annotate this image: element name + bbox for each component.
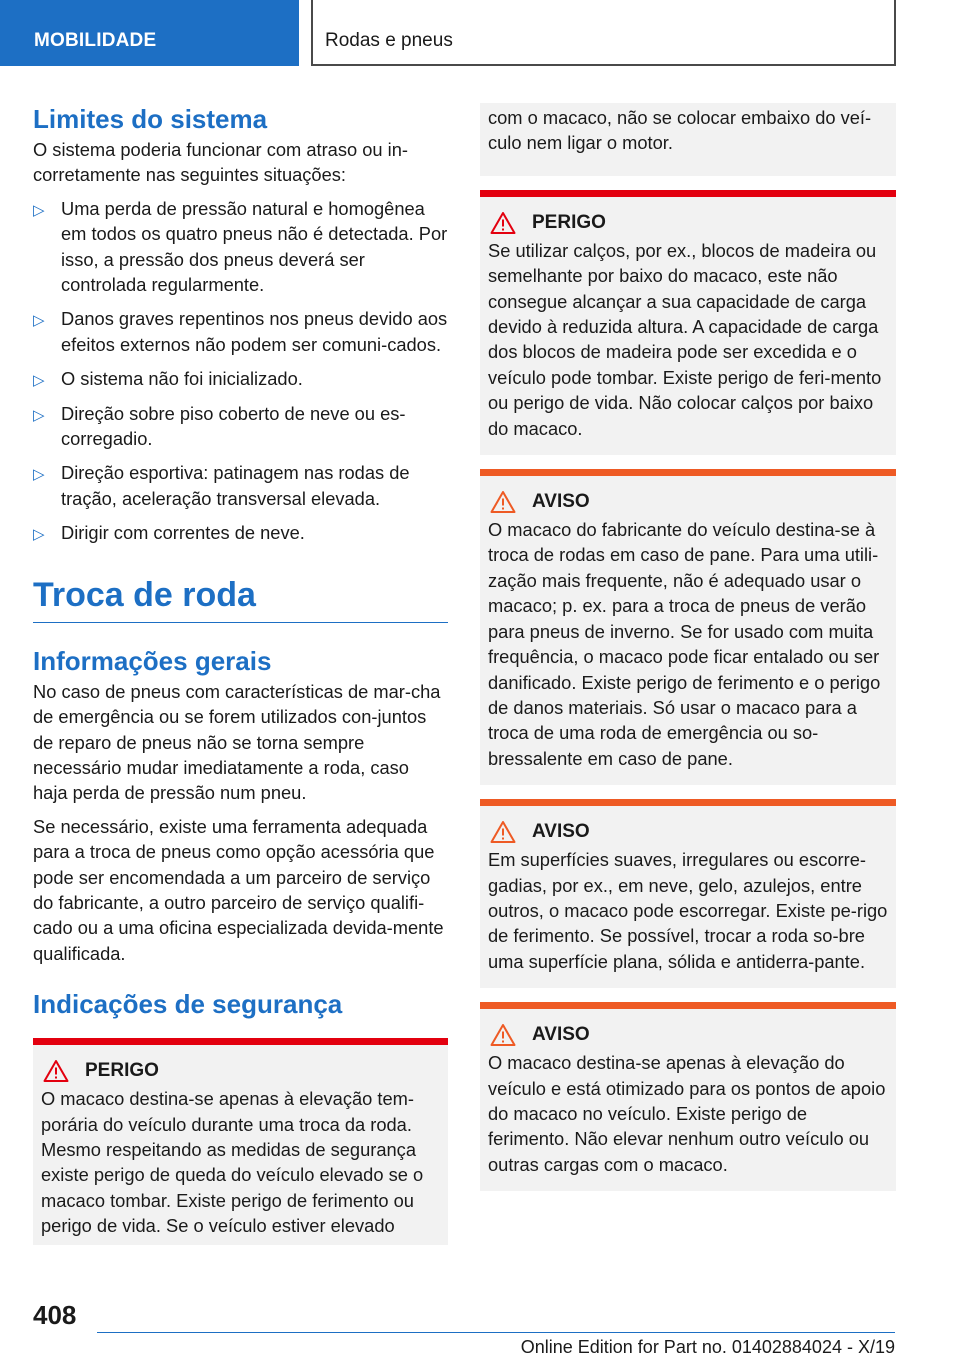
list-item: ▷ O sistema não foi inicializado.	[33, 366, 448, 391]
safety-heading: Indicações de segurança	[33, 989, 343, 1020]
danger-label: PERIGO	[85, 1060, 159, 1082]
list-item: ▷ Dirigir com correntes de neve.	[33, 520, 448, 545]
triangle-right-outline-icon: ▷	[33, 312, 45, 330]
list-item: ▷ Direção sobre piso coberto de neve ou es-corregadio.	[33, 402, 406, 450]
danger-box-continuation	[480, 103, 896, 176]
limits-list	[33, 196, 448, 546]
warning-triangle-icon	[490, 211, 516, 235]
warning-triangle-icon	[490, 820, 516, 844]
continuation-text: com o macaco, não se colocar embaixo do veí-culo nem ligar o motor.	[488, 107, 872, 154]
chapter-title: Rodas e pneus	[325, 30, 453, 51]
edition-footer: Online Edition for Part no. 01402884024 - X/19	[520, 1337, 895, 1357]
list-item: ▷ Direção esportiva: patinagem nas rodas de tração, aceleração transversal elevada.	[33, 462, 410, 509]
footer-rule	[97, 1332, 895, 1333]
warning-text: O macaco destina-se apenas à elevação do veículo e está otimizado para os pontos de apoio do macaco no veículo. Existe perigo de ferimento. Não elevar nenhum outro veículo ou outras cargas com o macaco.	[488, 1052, 886, 1175]
triangle-right-outline-icon: ▷	[33, 201, 45, 219]
limits-heading: Limites do sistema	[33, 104, 268, 134]
list-item: ▷ Uma perda de pressão natural e homogênea em todos os quatro pneus não é detectada. Por isso, a pressão dos pneus deverá ser controlada regularmente.	[33, 197, 448, 296]
main-section-heading: Troca de roda	[33, 575, 256, 614]
page-number: 408	[33, 1300, 77, 1330]
danger-box-1	[33, 1038, 448, 1244]
general-info-paragraph-1: No caso de pneus com características de mar-cha de emergência ou se forem utilizados con-juntos de reparo de pneus não se torna sempre necessário mudar imediatamente a roda, caso haja perda de pressão num pneu.	[33, 680, 441, 804]
header-divider	[311, 0, 313, 66]
warning-triangle-icon	[490, 1023, 516, 1047]
warning-label: AVISO	[532, 1024, 590, 1046]
general-info-paragraph-2: Se necessário, existe uma ferramenta adequada para a troca de pneus como opção acessória que pode ser encomendada a um parceiro de serviço do fabricante, a outro parceiro de serviço qualifi-cado ou a uma oficina especializada devida-mente qualificada.	[33, 815, 444, 964]
warning-box-2	[480, 799, 896, 988]
triangle-right-outline-icon: ▷	[33, 406, 45, 424]
section-tab: MOBILIDADE	[0, 0, 299, 66]
list-item: ▷ Danos graves repentinos nos pneus devido aos efeitos externos não podem ser comuni-cados.	[33, 308, 448, 355]
warning-label: AVISO	[532, 491, 590, 513]
warning-box-3	[480, 1002, 896, 1191]
danger-box-2	[480, 190, 896, 455]
warning-text: O macaco do fabricante do veículo destina-se à troca de rodas em caso de pane. Para uma utili-zação mais frequente, não é adequado usar o macaco; p. ex. para a troca de pneus de verão para pneus de inverno. Se for usado com muita frequência, o macaco pode ficar entalado ou ser danificado. Existe perigo de ferimento e o perigo de danos materiais. Só usar o macaco para a troca de uma roda de emergência ou so-bressalente em caso de pane.	[488, 519, 881, 769]
warning-triangle-icon	[43, 1059, 69, 1083]
general-info-heading: Informações gerais	[33, 645, 272, 676]
danger-text: Se utilizar calços, por ex., blocos de madeira ou semelhante por baixo do macaco, este não consegue alcançar a sua capacidade de carga devido à reduzida altura. A capacidade de carga dos blocos de madeira pode ser excedida e o veículo pode tombar. Existe perigo de feri-mento ou perigo de vida. Não colocar calços por baixo do macaco.	[488, 239, 882, 439]
warning-text: Em superfícies suaves, irregulares ou escorre-gadias, por ex., em neve, gelo, azulejos, entre outros, o macaco pode escorregar. Existe pe-rigo de ferimento. Se possível, trocar a roda so-bre uma superfície plana, sólida e antiderra-pante.	[488, 849, 888, 972]
danger-text: O macaco destina-se apenas à elevação tem-porária do veículo durante uma troca da roda. Mesmo respeitando as medidas de segurança existe perigo de queda do veículo elevado se o macaco tombar. Existe perigo de ferimento ou perigo de vida. Se o veículo estiver elevado	[41, 1088, 424, 1237]
warning-box-1	[480, 469, 896, 785]
warning-triangle-icon	[490, 490, 516, 514]
heading-rule	[33, 622, 448, 623]
warning-label: AVISO	[532, 821, 590, 843]
left-column	[33, 103, 448, 1245]
danger-label: PERIGO	[532, 211, 606, 233]
triangle-right-outline-icon: ▷	[33, 466, 45, 484]
triangle-right-outline-icon: ▷	[33, 372, 45, 390]
triangle-right-outline-icon: ▷	[33, 526, 45, 544]
right-column	[480, 103, 896, 1191]
limits-intro: O sistema poderia funcionar com atraso ou in-corretamente nas seguintes situações:	[33, 139, 408, 186]
